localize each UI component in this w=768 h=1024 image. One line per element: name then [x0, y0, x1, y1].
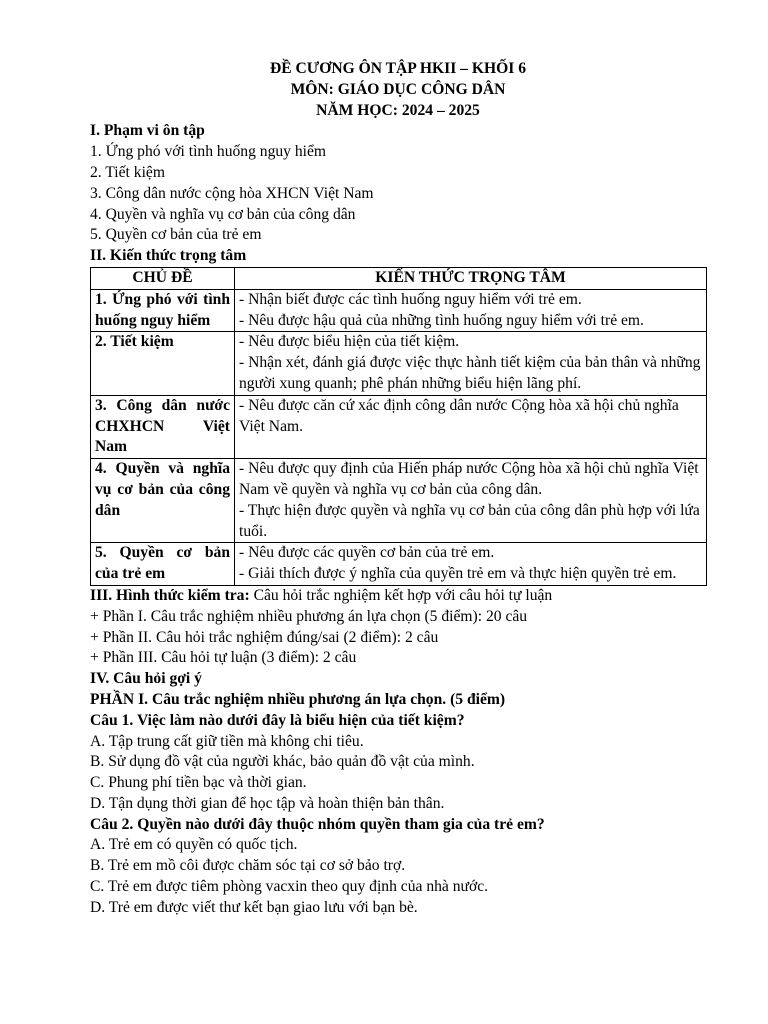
table-header-topic: CHỦ ĐỀ [91, 267, 235, 289]
section-3-heading-rest: Câu hỏi trắc nghiệm kết hợp với câu hỏi tự luận [249, 586, 553, 604]
content-line: - Giải thích được ý nghĩa của quyền trẻ em và thực hiện quyền trẻ em. [239, 565, 677, 583]
doc-title-line-2: MÔN: GIÁO DỤC CÔNG DÂN [290, 80, 506, 98]
question-1: Câu 1. Việc làm nào dưới đây là biểu hiện của tiết kiệm? [90, 711, 465, 729]
content-line: - Nêu được các quyền cơ bản của trẻ em. [239, 544, 495, 562]
content-line: - Nêu được biểu hiện của tiết kiệm. [239, 333, 460, 351]
table-cell-content [235, 543, 707, 586]
table-row [91, 459, 707, 543]
document-page [90, 59, 706, 919]
question-2-option-d: D. Trẻ em được viết thư kết bạn giao lưu với bạn bè. [90, 898, 418, 916]
question-2: Câu 2. Quyền nào dưới đây thuộc nhóm quyền tham gia của trẻ em? [90, 815, 545, 833]
content-line: - Nêu được hậu quả của những tình huống nguy hiểm với trẻ em. [239, 311, 644, 329]
section-1-heading: I. Phạm vi ôn tập [90, 122, 205, 140]
table-header-knowledge: KIẾN THỨC TRỌNG TÂM [235, 267, 707, 289]
question-1-option-c: C. Phung phí tiền bạc và thời gian. [90, 774, 307, 792]
content-line: - Nhận xét, đánh giá được việc thực hành tiết kiệm của bản thân và những người xung quanh; phê phán những biểu hiện lãng phí. [239, 354, 701, 392]
content-line: - Thực hiện được quyền và nghĩa vụ cơ bản của công dân phù hợp với lứa tuổi. [239, 501, 700, 540]
doc-title-line-1: ĐỀ CƯƠNG ÔN TẬP HKII – KHỐI 6 [269, 60, 527, 77]
table-row [91, 289, 707, 332]
content-line: - Nhận biết được các tình huống nguy hiểm với trẻ em. [239, 290, 582, 308]
section-1-item: 1. Ứng phó với tình huống nguy hiểm [90, 143, 327, 161]
table-cell-content [235, 459, 707, 543]
section-1-item: 5. Quyền cơ bản của trẻ em [90, 226, 262, 244]
section-3-item: + Phần II. Câu hỏi trắc nghiệm đúng/sai (2 điểm): 2 câu [90, 628, 439, 646]
table-cell-content [235, 332, 707, 395]
section-3-item: + Phần III. Câu hỏi tự luận (3 điểm): 2 câu [90, 649, 357, 667]
table-cell-topic: 2. Tiết kiệm [91, 332, 235, 395]
content-line: - Nêu được quy định của Hiến pháp nước Cộng hòa xã hội chủ nghĩa Việt Nam về quyền và nghĩa vụ cơ bản của công dân. [239, 460, 699, 498]
question-1-option-d: D. Tận dụng thời gian để học tập và hoàn thiện bản thân. [90, 794, 445, 812]
table-cell-content [235, 395, 707, 458]
section-3-item: + Phần I. Câu trắc nghiệm nhiều phương án lựa chọn (5 điểm): 20 câu [90, 607, 528, 625]
table-cell-topic: 4. Quyền và nghĩa vụ cơ bản của công dân [91, 459, 235, 543]
table-cell-topic: 3. Công dân nước CHXHCN Việt Nam [91, 395, 235, 458]
section-1-item: 4. Quyền và nghĩa vụ cơ bản của công dân [90, 205, 356, 223]
part-1-heading: PHẦN I. Câu trắc nghiệm nhiều phương án lựa chọn. (5 điểm) [90, 690, 506, 708]
table-row [91, 543, 707, 586]
section-2-heading: II. Kiến thức trọng tâm [90, 247, 247, 265]
section-3-heading-line [90, 586, 706, 607]
content-line: - Nêu được căn cứ xác định công dân nước Cộng hòa xã hội chủ nghĩa Việt Nam. [239, 396, 679, 435]
question-2-option-c: C. Trẻ em được tiêm phòng vacxin theo quy định của nhà nước. [90, 878, 489, 896]
section-4-heading: IV. Câu hỏi gợi ý [90, 670, 202, 688]
section-1-item: 3. Công dân nước cộng hòa XHCN Việt Nam [90, 184, 374, 202]
question-1-option-b: B. Sử dụng đồ vật của người khác, bảo quản đồ vật của mình. [90, 753, 475, 771]
table-cell-content [235, 289, 707, 332]
question-2-option-a: A. Trẻ em có quyền có quốc tịch. [90, 836, 298, 854]
table-cell-topic: 5. Quyền cơ bản của trẻ em [91, 543, 235, 586]
table-row [91, 395, 707, 458]
question-2-option-b: B. Trẻ em mồ côi được chăm sóc tại cơ sở bảo trợ. [90, 857, 406, 875]
section-1-item: 2. Tiết kiệm [90, 163, 165, 181]
table-cell-topic: 1. Ứng phó với tình huống nguy hiểm [91, 289, 235, 332]
section-3-heading: III. Hình thức kiểm tra: [90, 586, 250, 604]
question-1-option-a: A. Tập trung cất giữ tiền mà không chi tiêu. [90, 732, 364, 750]
knowledge-table [90, 267, 707, 586]
table-row [91, 332, 707, 395]
table-header-row [91, 267, 707, 289]
doc-title-line-3: NĂM HỌC: 2024 – 2025 [316, 101, 480, 119]
